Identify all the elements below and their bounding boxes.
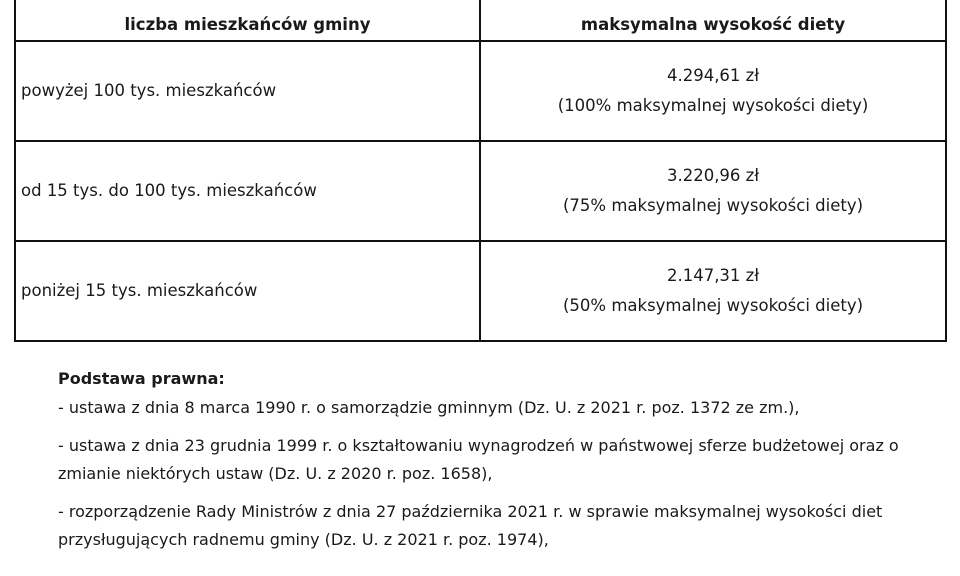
legal-item-municipal-act: - ustawa z dnia 8 marca 1990 r. o samorządzie gminnym (Dz. U. z 2021 r. poz. 1372 ze zm.), [58, 398, 800, 417]
population-cell: powyżej 100 tys. mieszkańców [15, 41, 480, 141]
header-population: liczba mieszkańców gminy [15, 0, 480, 41]
amount-percent: (50% maksymalnej wysokości diety) [562, 296, 864, 315]
table-row [15, 241, 946, 341]
population-cell: od 15 tys. do 100 tys. mieszkańców [15, 141, 480, 241]
amount-value: 3.220,96 zł [666, 166, 760, 185]
amount-value: 2.147,31 zł [666, 266, 760, 285]
legal-basis [58, 366, 958, 564]
amount-cell [480, 241, 946, 341]
header-max-diet: maksymalna wysokość diety [480, 0, 946, 41]
amount-cell [480, 41, 946, 141]
amount-value: 4.294,61 zł [666, 66, 760, 85]
amount-percent: (100% maksymalnej wysokości diety) [557, 96, 869, 115]
population-cell: poniżej 15 tys. mieszkańców [15, 241, 480, 341]
table-row [15, 41, 946, 141]
legal-item-salary-act: - ustawa z dnia 23 grudnia 1999 r. o kształtowaniu wynagrodzeń w państwowej sferze budżetowej oraz o zmianie niektórych ustaw (Dz. U. z 2020 r. poz. 1658), [58, 436, 899, 483]
legal-basis-title: Podstawa prawna: [58, 369, 225, 388]
amount-percent: (75% maksymalnej wysokości diety) [562, 196, 864, 215]
table-header-row [15, 0, 946, 41]
legal-item-regulation: - rozporządzenie Rady Ministrów z dnia 27 października 2021 r. w sprawie maksymalnej wysokości diet przysługujących radnemu gminy (Dz. U. z 2021 r. poz. 1974), [58, 502, 883, 549]
diet-table [14, 0, 947, 342]
table-row [15, 141, 946, 241]
amount-cell [480, 141, 946, 241]
